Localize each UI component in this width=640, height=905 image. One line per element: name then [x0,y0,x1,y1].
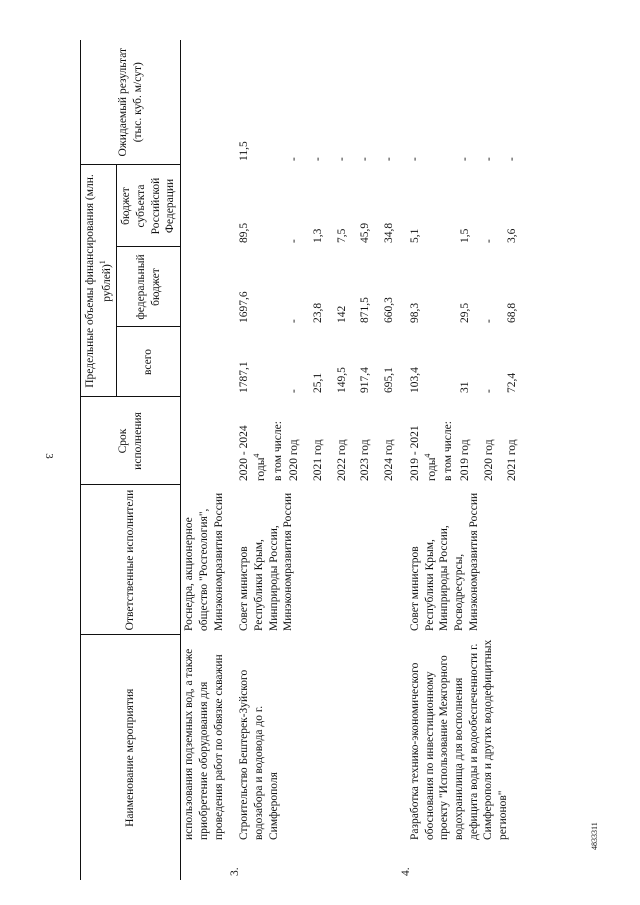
item3-result: 11,5 [238,141,251,161]
item3-year-result: - [359,157,372,161]
item4-incl-label: в том числе: [442,421,455,481]
item3-year-total: 917,4 [359,367,372,393]
header-funding-text: Предельные объемы финансирования (млн. рублей) [84,174,113,388]
item4-number: 4. [399,867,412,876]
table-body [181,40,521,880]
cont-executors: Роснедра, акционерное общество "Росгеология", Минэкономразвития России [183,492,225,631]
header-result: Ожидаемый результат (тыс. куб. м/сут) [81,40,181,165]
table-row [181,40,228,880]
rotated-table-container [80,40,640,880]
page-number: 3 [42,453,55,459]
item3-name-cell [227,635,398,880]
item4-year: 2021 год [506,439,519,481]
table-row [227,40,269,880]
item3-year-result: - [312,157,324,161]
item3-total: 1787,1 [238,361,251,393]
item3-year-total: 695,1 [383,367,396,393]
item3-regional: 89,5 [238,222,251,243]
item4-name-cell [398,635,521,880]
item3-term [227,397,269,485]
header-federal: федеральный бюджет [117,247,181,327]
item4-term [398,397,440,485]
item4-executors: Совет министров Республики Крым, Минприроды России, Росводресурсы, Минэкономразвития России [408,492,480,631]
item3-year: 2020 год [288,439,301,481]
item4-total: 103,4 [408,367,421,393]
item4-year-result: - [506,157,519,161]
item3-executors: Совет министров Республики Крым, Минприроды России, Минэкономразвития России [238,492,295,631]
item4-term-text: 2019 - 2021 годы [408,425,438,481]
table-header [81,40,181,880]
header-term: Срок исполнения [81,397,181,485]
header-regional: бюджет субъекта Российской Федерации [117,165,181,247]
item4-regional: 5,1 [408,228,421,243]
item4-year-total: 31 [458,381,471,393]
item3-year-regional: 7,5 [335,228,348,243]
item3-year-regional: 45,9 [359,222,372,243]
item4-year-federal: 29,5 [458,302,471,323]
cont-name: использования подземных вод, а также приобретение оборудования для проведения работ по обвязке скважин [183,648,225,840]
header-name: Наименование мероприятия [81,635,181,880]
item3-year-federal: 660,3 [383,297,396,323]
item3-year-federal: 142 [335,305,348,323]
header-funding-footnote: 1 [97,260,107,265]
item3-year-federal: - [288,319,301,323]
item4-result: - [408,157,421,161]
item4-year-total: 72,4 [506,372,519,393]
header-total: всего [117,327,181,397]
item3-year-regional: 1,3 [312,228,324,243]
item3-year-total: - [288,389,301,393]
item4-year-federal: 68,8 [506,302,519,323]
item3-year-result: - [288,157,301,161]
item3-federal: 1697,6 [238,291,251,323]
item4-year-regional: - [482,239,495,243]
item3-term-footnote: 4 [252,453,262,458]
item3-year: 2023 год [359,439,372,481]
item3-year-total: 149,5 [335,367,348,393]
item4-name: Разработка технико-экономического обоснования по инвестиционному проекту "Использование Межгорного водохранилища для восполнения дефицита воды и водообеспеченности г. Симферополя и других вододефицитных регионов" [408,639,510,840]
item4-year-regional: 1,5 [458,228,471,243]
item3-year-federal: 23,8 [312,302,324,323]
item3-number: 3. [229,867,242,876]
item4-term-footnote: 4 [422,453,432,458]
table-row [398,40,440,880]
item3-incl-label: в том числе: [271,421,284,481]
item3-year-result: - [383,157,396,161]
item4-year: 2019 год [458,439,471,481]
item4-federal: 98,3 [408,302,421,323]
item3-year-result: - [335,157,348,161]
item4-year-regional: 3,6 [506,228,519,243]
item3-year-total: 25,1 [312,372,324,393]
item3-year-regional: 34,8 [383,222,396,243]
item3-year: 2022 год [335,439,348,481]
item4-year-result: - [482,157,495,161]
measures-table [80,40,521,880]
item4-year-total: - [482,389,495,393]
item3-year: 2021 год [312,439,324,481]
item4-year-result: - [458,157,471,161]
header-executors: Ответственные исполнители [81,485,181,635]
item4-year: 2020 год [482,439,495,481]
header-funding [81,165,117,397]
item3-year-regional: - [288,239,301,243]
item3-name: Строительство Бештерек-Зуйского водозабора и водовода до г. Симферополя [238,669,280,840]
item3-year: 2024 год [383,439,396,481]
document-code: 4833311 [590,822,599,850]
item3-year-federal: 871,5 [359,297,372,323]
item4-year-federal: - [482,319,495,323]
item3-term-text: 2020 - 2024 годы [238,425,267,481]
